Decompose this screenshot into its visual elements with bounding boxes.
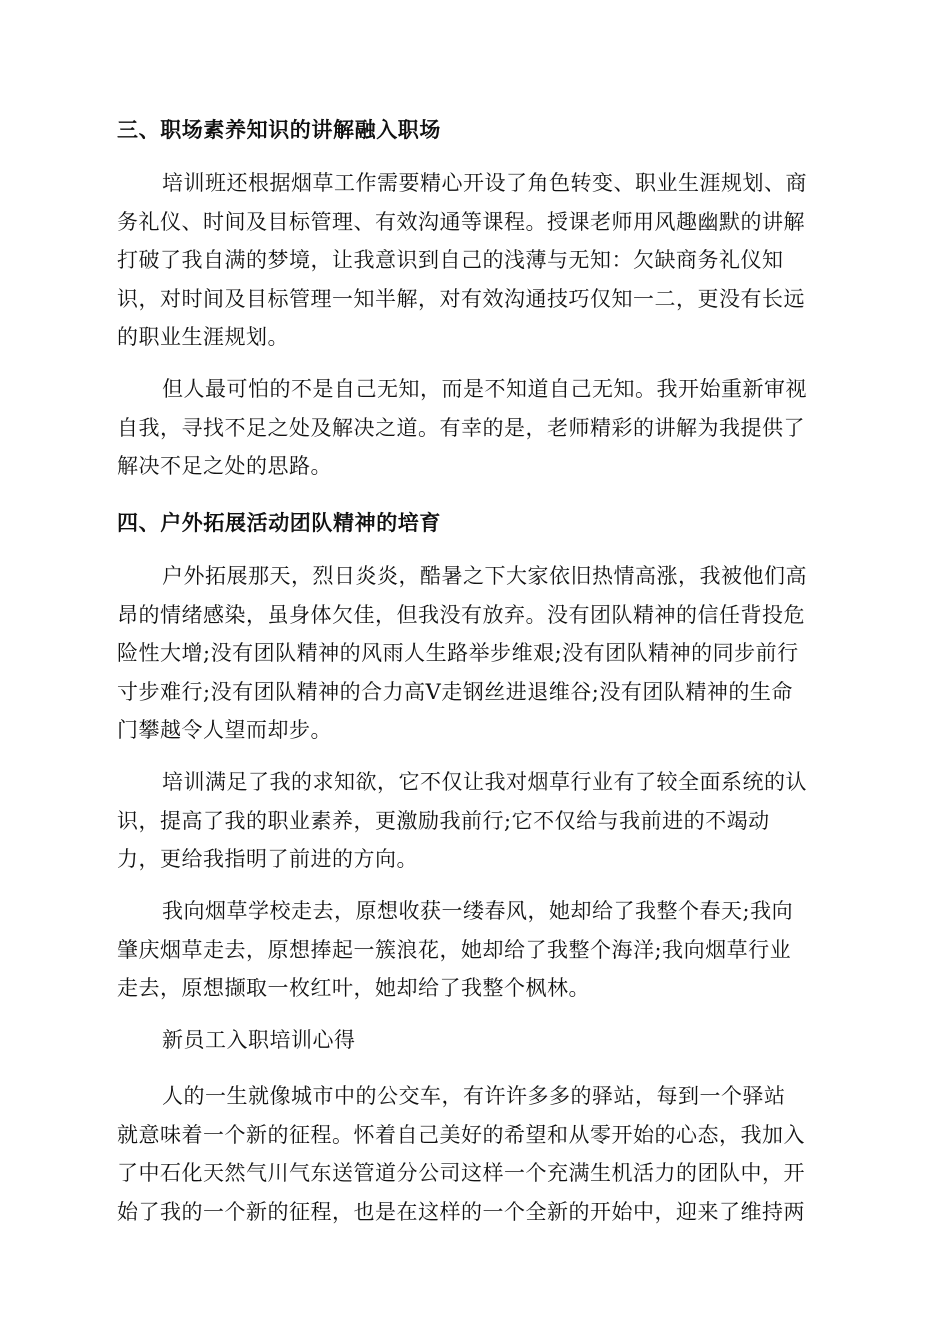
essay-title	[117, 1021, 837, 1060]
text-line: 培训满足了我的求知欲，它不仅让我对烟草行业有了较全面系统的认	[162, 770, 807, 794]
text-line: 培训班还根据烟草工作需要精心开设了角色转变、职业生涯规划、商	[162, 171, 807, 195]
text-line: 识，提高了我的职业素养，更激励我前行;它不仅给与我前进的不竭动	[117, 808, 770, 833]
text-line: 人的一生就像城市中的公交车，有许许多多的驿站，每到一个驿站	[162, 1084, 786, 1108]
text-line: 就意味着一个新的征程。怀着自己美好的希望和从零开始的心态，我加入	[117, 1122, 805, 1147]
text-line: 识，对时间及目标管理一知半解，对有效沟通技巧仅知一二，更没有长远	[117, 286, 805, 311]
text-line: 肇庆烟草走去，原想捧起一簇浪花，她却给了我整个海洋;我向烟草行业	[117, 937, 792, 962]
text-line: 门攀越令人望而却步。	[117, 718, 332, 742]
essay-paragraph-1	[117, 1077, 837, 1231]
text-line: 户外拓展那天，烈日炎炎，酷暑之下大家依旧热情高涨，我被他们高	[162, 564, 807, 588]
section-3-heading: 三、职场素养知识的讲解融入职场	[117, 118, 441, 142]
section-4-heading: 四、户外拓展活动团队精神的培育	[117, 511, 441, 535]
section-4-paragraph-2	[117, 763, 837, 879]
text-line: 寸步难行;没有团队精神的合力高Ⅴ走钢丝进退维谷;没有团队精神的生命	[117, 679, 793, 704]
section-3-paragraph-2	[117, 370, 837, 486]
text-line: 了中石化天然气川气东送管道分公司这样一个充满生机活力的团队中，开	[117, 1161, 805, 1185]
text-line: 力，更给我指明了前进的方向。	[117, 847, 418, 871]
text-line: 但人最可怕的不是自己无知，而是不知道自己无知。我开始重新审视	[162, 377, 807, 401]
section-3-paragraph-1	[117, 164, 837, 357]
text-line: 险性大增;没有团队精神的风雨人生路举步维艰;没有团队精神的同步前行	[117, 641, 799, 665]
text-line: 昂的情绪感染，虽身体欠佳，但我没有放弃。没有团队精神的信任背投危	[117, 602, 805, 627]
section-4-paragraph-3	[117, 892, 837, 1008]
text-line: 务礼仪、时间及目标管理、有效沟通等课程。授课老师用风趣幽默的讲解	[117, 209, 805, 234]
essay-title-text: 新员工入职培训心得	[162, 1028, 356, 1052]
text-line: 解决不足之处的思路。	[117, 454, 332, 478]
text-line: 我向烟草学校走去，原想收获一缕春风，她却给了我整个春天;我向	[162, 899, 794, 923]
section-4-paragraph-1	[117, 557, 837, 750]
text-line: 自我，寻找不足之处及解决之道。有幸的是，老师精彩的讲解为我提供了	[117, 415, 805, 440]
text-line: 的职业生涯规划。	[117, 325, 289, 349]
text-line: 走去，原想撷取一枚红叶，她却给了我整个枫林。	[117, 976, 590, 1000]
text-line: 打破了我自满的梦境，让我意识到自己的浅薄与无知：欠缺商务礼仪知	[117, 248, 784, 272]
text-line: 始了我的一个新的征程，也是在这样的一个全新的开始中，迎来了维持两	[117, 1199, 805, 1224]
